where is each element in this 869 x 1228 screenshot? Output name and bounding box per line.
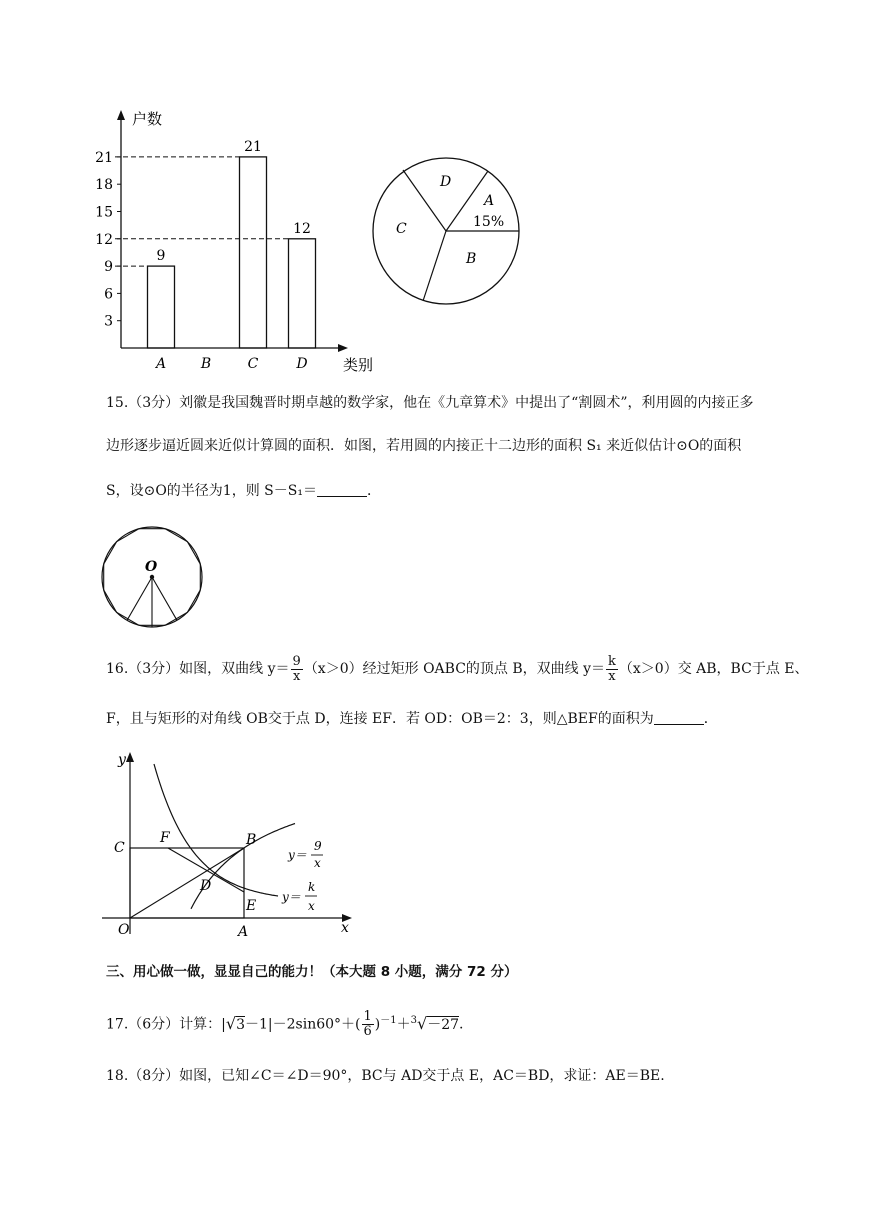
q16-text-1: 16.（3分）如图，双曲线 y＝ bbox=[106, 661, 290, 677]
q15-end: ． bbox=[366, 483, 381, 499]
q17-end: . bbox=[459, 1016, 464, 1033]
point-label-b: B bbox=[246, 832, 257, 848]
curve2-label-y: y＝ bbox=[282, 890, 301, 904]
point-label-e: E bbox=[246, 898, 257, 914]
curve1-label-num: 9 bbox=[314, 839, 322, 853]
q16-answer-blank[interactable] bbox=[654, 710, 704, 725]
q17-text-4: ＋ bbox=[396, 1016, 411, 1033]
curve2-label-num: k bbox=[308, 880, 316, 894]
pie-label-c: C bbox=[396, 221, 407, 237]
q16-text-3: （x＞0）交 AB，BC于点 E、 bbox=[618, 661, 809, 677]
pie-label-a: A bbox=[484, 193, 495, 209]
q16-line1 bbox=[106, 652, 809, 686]
q16-fraction-1 bbox=[291, 655, 303, 684]
x-category-label: D bbox=[296, 356, 308, 372]
q16-text-2: （x＞0）经过矩形 OABC的顶点 B，双曲线 y＝ bbox=[303, 661, 606, 677]
pie-label-b: B bbox=[466, 251, 477, 267]
y-axis-label: y bbox=[118, 752, 126, 768]
x-axis-arrow bbox=[338, 344, 348, 352]
pie-divider-4 bbox=[423, 231, 446, 301]
y-axis-arrow bbox=[117, 110, 125, 120]
y-tick-label: 18 bbox=[95, 177, 113, 194]
point-label-c: C bbox=[114, 840, 125, 856]
q17-root-arg: －27 bbox=[427, 1016, 460, 1033]
q17-text-3: ) bbox=[374, 1016, 381, 1033]
q15-line2: 边形逐步逼近圆来近似计算圆的面积．如图，若用圆的内接正十二边形的面积 S₁ 来近似估计⊙O的面积 bbox=[106, 438, 742, 454]
x-axis-label: 类别 bbox=[343, 356, 374, 374]
point-label-f: F bbox=[160, 830, 170, 846]
x-category-label: A bbox=[155, 356, 167, 372]
point-label-a: A bbox=[238, 924, 249, 940]
q17-fraction bbox=[362, 1010, 374, 1039]
y-axis-arrow bbox=[126, 752, 134, 762]
x-axis-label: x bbox=[341, 920, 349, 936]
q15-answer-blank[interactable] bbox=[317, 482, 367, 497]
bar-chart bbox=[80, 100, 380, 380]
q15-line3 bbox=[106, 481, 381, 501]
q17-root-index: 3 bbox=[410, 1015, 418, 1026]
q16-frac1-den: x bbox=[293, 668, 301, 684]
q16-fraction-2 bbox=[606, 655, 618, 684]
x-category-label: B bbox=[200, 356, 212, 372]
bar-data-label: 12 bbox=[293, 220, 311, 237]
curve2-label-den: x bbox=[308, 899, 315, 913]
pie-label-a-percent: 15% bbox=[473, 214, 505, 230]
curve1-label-den: x bbox=[314, 856, 321, 870]
bar-data-label: 21 bbox=[244, 138, 262, 155]
y-axis-label: 户数 bbox=[132, 110, 163, 128]
q17-exponent: －1 bbox=[380, 1015, 397, 1026]
bar-a bbox=[148, 266, 175, 348]
q17-cuberoot: √－27 bbox=[417, 1013, 460, 1033]
q18-line: 18.（8分）如图，已知∠C＝∠D＝90°，BC与 AD交于点 E，AC＝BD，求证：AE＝BE. bbox=[106, 1068, 665, 1084]
q16-frac2-den: x bbox=[608, 668, 616, 684]
x-category-label: C bbox=[247, 356, 259, 372]
point-label-o: O bbox=[118, 922, 130, 938]
radius-3 bbox=[127, 577, 152, 620]
section-3-heading: 三、用心做一做，显显自己的能力！（本大题 8 小题，满分 72 分） bbox=[106, 964, 518, 980]
bar-d bbox=[289, 239, 316, 348]
y-tick-label: 3 bbox=[104, 313, 113, 330]
hyperbola-figure bbox=[96, 744, 366, 944]
dodecagon-figure bbox=[98, 524, 208, 630]
y-tick-label: 15 bbox=[95, 204, 113, 221]
q17-sqrt-arg: 3 bbox=[236, 1016, 246, 1033]
y-tick-label: 9 bbox=[104, 259, 113, 276]
q15-line1: 15.（3分）刘徽是我国魏晋时期卓越的数学家，他在《九章算术》中提出了“割圆术”，利用圆的内接正多 bbox=[106, 395, 754, 411]
q16-frac2-num: k bbox=[608, 653, 616, 669]
y-tick-label: 6 bbox=[104, 286, 113, 303]
curve1-label-y: y＝ bbox=[288, 848, 307, 862]
q15-line3-text: S，设⊙O的半径为1，则 S－S₁＝ bbox=[106, 483, 317, 499]
point-label-d: D bbox=[200, 878, 212, 894]
q17-text-1: 17.（6分）计算：| bbox=[106, 1016, 226, 1033]
q17-frac-den: 6 bbox=[363, 1024, 372, 1040]
q16-end: ． bbox=[703, 711, 718, 727]
q16-frac1-num: 9 bbox=[292, 653, 301, 669]
pie-label-d: D bbox=[440, 174, 452, 190]
q16-line2 bbox=[106, 709, 718, 729]
q17-sqrt: √3 bbox=[225, 1013, 246, 1033]
center-label-o: O bbox=[145, 559, 158, 575]
radius-1 bbox=[152, 577, 177, 620]
y-tick-label: 12 bbox=[95, 231, 113, 248]
q16-line2-text: F，且与矩形的对角线 OB交于点 D，连接 EF．若 OD：OB＝2：3，则△BEF的面积为 bbox=[106, 711, 654, 727]
bar-data-label: 9 bbox=[156, 248, 166, 265]
q17-line bbox=[106, 1004, 464, 1042]
y-tick-label: 21 bbox=[95, 149, 113, 166]
q17-frac-num: 1 bbox=[363, 1009, 372, 1025]
bar-c bbox=[240, 157, 267, 348]
pie-chart bbox=[370, 155, 525, 310]
q17-text-2: －1|－2sin60°＋( bbox=[245, 1016, 361, 1033]
